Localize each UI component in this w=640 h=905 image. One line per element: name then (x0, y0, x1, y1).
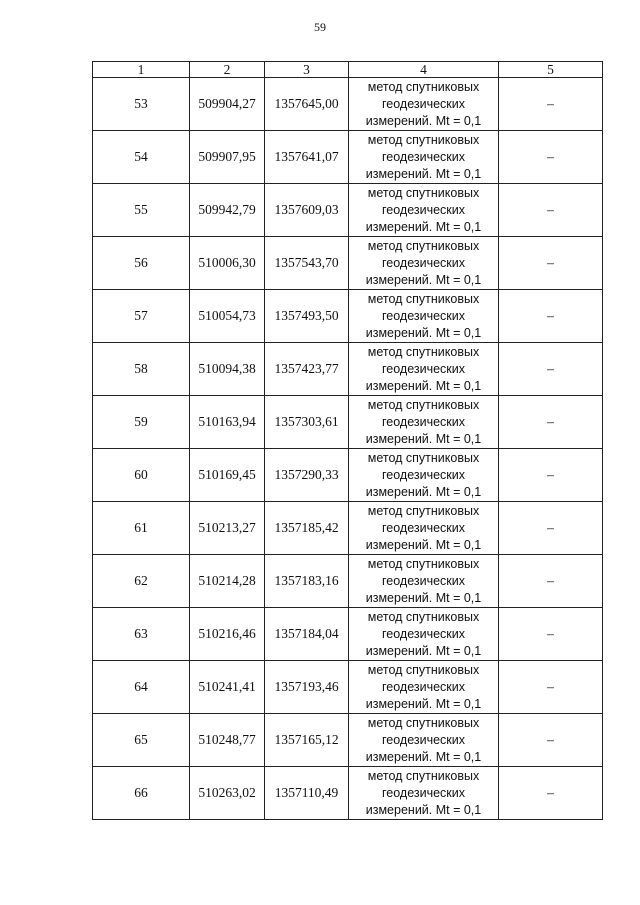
method-text-line: метод спутниковых (367, 132, 480, 147)
method-text-line: геодезических (381, 467, 465, 482)
method-text-line: измерений. Mt = 0,1 (365, 272, 482, 287)
method-text-line: метод спутниковых (367, 556, 480, 571)
y-coordinate-cell: 1357184,04 (265, 608, 349, 661)
table-row (93, 714, 603, 767)
method-text-line: метод спутниковых (367, 715, 480, 730)
method-cell (349, 608, 499, 661)
method-text-line: измерений. Mt = 0,1 (365, 590, 482, 605)
column-header-2: 2 (190, 62, 265, 78)
method-cell (349, 555, 499, 608)
method-text-line: метод спутниковых (367, 238, 480, 253)
x-coordinate-cell: 509904,27 (190, 78, 265, 131)
column-header-4: 4 (349, 62, 499, 78)
x-coordinate-cell: 509942,79 (190, 184, 265, 237)
method-text-line: метод спутниковых (367, 609, 480, 624)
method-text-line: метод спутниковых (367, 768, 480, 783)
column-5-cell: – (499, 608, 603, 661)
column-header-1: 1 (93, 62, 190, 78)
y-coordinate-cell: 1357641,07 (265, 131, 349, 184)
method-cell (349, 449, 499, 502)
point-number-cell: 58 (93, 343, 190, 396)
method-text-line: измерений. Mt = 0,1 (365, 378, 482, 393)
y-coordinate-cell: 1357645,00 (265, 78, 349, 131)
method-text-line: геодезических (381, 679, 465, 694)
method-text-line: геодезических (381, 626, 465, 641)
method-text-line: геодезических (381, 308, 465, 323)
x-coordinate-cell: 510163,94 (190, 396, 265, 449)
method-text-line: измерений. Mt = 0,1 (365, 696, 482, 711)
method-text-line: метод спутниковых (367, 185, 480, 200)
point-number-cell: 53 (93, 78, 190, 131)
method-text-line: геодезических (381, 149, 465, 164)
method-cell (349, 131, 499, 184)
column-5-cell: – (499, 396, 603, 449)
method-text-line: геодезических (381, 202, 465, 217)
column-5-cell: – (499, 502, 603, 555)
column-5-cell: – (499, 714, 603, 767)
y-coordinate-cell: 1357165,12 (265, 714, 349, 767)
x-coordinate-cell: 510054,73 (190, 290, 265, 343)
point-number-cell: 63 (93, 608, 190, 661)
y-coordinate-cell: 1357290,33 (265, 449, 349, 502)
method-text-line: геодезических (381, 255, 465, 270)
y-coordinate-cell: 1357543,70 (265, 237, 349, 290)
method-text-line: геодезических (381, 573, 465, 588)
x-coordinate-cell: 510214,28 (190, 555, 265, 608)
column-5-cell: – (499, 767, 603, 820)
table-row (93, 78, 603, 131)
method-cell (349, 290, 499, 343)
point-number-cell: 64 (93, 661, 190, 714)
method-text-line: измерений. Mt = 0,1 (365, 802, 482, 817)
table-row (93, 608, 603, 661)
table-row (93, 343, 603, 396)
method-text-line: геодезических (381, 414, 465, 429)
method-cell (349, 714, 499, 767)
method-text-line: геодезических (381, 96, 465, 111)
column-header-3: 3 (265, 62, 349, 78)
point-number-cell: 60 (93, 449, 190, 502)
table-header-row (93, 62, 603, 78)
column-5-cell: – (499, 131, 603, 184)
table-row (93, 290, 603, 343)
method-text-line: измерений. Mt = 0,1 (365, 166, 482, 181)
method-cell (349, 502, 499, 555)
method-text-line: геодезических (381, 361, 465, 376)
x-coordinate-cell: 510263,02 (190, 767, 265, 820)
column-5-cell: – (499, 661, 603, 714)
column-5-cell: – (499, 237, 603, 290)
point-number-cell: 66 (93, 767, 190, 820)
method-cell (349, 184, 499, 237)
x-coordinate-cell: 509907,95 (190, 131, 265, 184)
point-number-cell: 56 (93, 237, 190, 290)
method-cell (349, 661, 499, 714)
method-text-line: измерений. Mt = 0,1 (365, 537, 482, 552)
method-text-line: метод спутниковых (367, 291, 480, 306)
point-number-cell: 62 (93, 555, 190, 608)
y-coordinate-cell: 1357609,03 (265, 184, 349, 237)
method-text-line: геодезических (381, 732, 465, 747)
table-row (93, 555, 603, 608)
method-text-line: геодезических (381, 520, 465, 535)
point-number-cell: 61 (93, 502, 190, 555)
point-number-cell: 57 (93, 290, 190, 343)
x-coordinate-cell: 510006,30 (190, 237, 265, 290)
x-coordinate-cell: 510169,45 (190, 449, 265, 502)
method-text-line: измерений. Mt = 0,1 (365, 484, 482, 499)
method-text-line: измерений. Mt = 0,1 (365, 749, 482, 764)
x-coordinate-cell: 510094,38 (190, 343, 265, 396)
table-row (93, 184, 603, 237)
column-5-cell: – (499, 555, 603, 608)
x-coordinate-cell: 510241,41 (190, 661, 265, 714)
point-number-cell: 65 (93, 714, 190, 767)
x-coordinate-cell: 510248,77 (190, 714, 265, 767)
table-row (93, 767, 603, 820)
method-text-line: геодезических (381, 785, 465, 800)
table-row (93, 661, 603, 714)
y-coordinate-cell: 1357185,42 (265, 502, 349, 555)
table-row (93, 502, 603, 555)
y-coordinate-cell: 1357193,46 (265, 661, 349, 714)
table-row (93, 237, 603, 290)
y-coordinate-cell: 1357423,77 (265, 343, 349, 396)
column-5-cell: – (499, 343, 603, 396)
method-text-line: измерений. Mt = 0,1 (365, 325, 482, 340)
column-5-cell: – (499, 449, 603, 502)
y-coordinate-cell: 1357110,49 (265, 767, 349, 820)
method-text-line: измерений. Mt = 0,1 (365, 431, 482, 446)
method-cell (349, 396, 499, 449)
method-cell (349, 237, 499, 290)
y-coordinate-cell: 1357493,50 (265, 290, 349, 343)
point-number-cell: 55 (93, 184, 190, 237)
table-row (93, 131, 603, 184)
point-number-cell: 59 (93, 396, 190, 449)
method-cell (349, 343, 499, 396)
column-5-cell: – (499, 184, 603, 237)
method-cell (349, 767, 499, 820)
coordinates-table (92, 61, 603, 820)
method-text-line: измерений. Mt = 0,1 (365, 643, 482, 658)
table-row (93, 396, 603, 449)
method-text-line: метод спутниковых (367, 344, 480, 359)
method-text-line: метод спутниковых (367, 503, 480, 518)
y-coordinate-cell: 1357183,16 (265, 555, 349, 608)
column-5-cell: – (499, 78, 603, 131)
method-text-line: измерений. Mt = 0,1 (365, 113, 482, 128)
method-cell (349, 78, 499, 131)
y-coordinate-cell: 1357303,61 (265, 396, 349, 449)
method-text-line: метод спутниковых (367, 79, 480, 94)
x-coordinate-cell: 510213,27 (190, 502, 265, 555)
page-number: 59 (314, 20, 326, 34)
point-number-cell: 54 (93, 131, 190, 184)
method-text-line: метод спутниковых (367, 397, 480, 412)
method-text-line: метод спутниковых (367, 662, 480, 677)
column-header-5: 5 (499, 62, 603, 78)
column-5-cell: – (499, 290, 603, 343)
x-coordinate-cell: 510216,46 (190, 608, 265, 661)
method-text-line: метод спутниковых (367, 450, 480, 465)
table-body (93, 78, 603, 820)
table-row (93, 449, 603, 502)
method-text-line: измерений. Mt = 0,1 (365, 219, 482, 234)
